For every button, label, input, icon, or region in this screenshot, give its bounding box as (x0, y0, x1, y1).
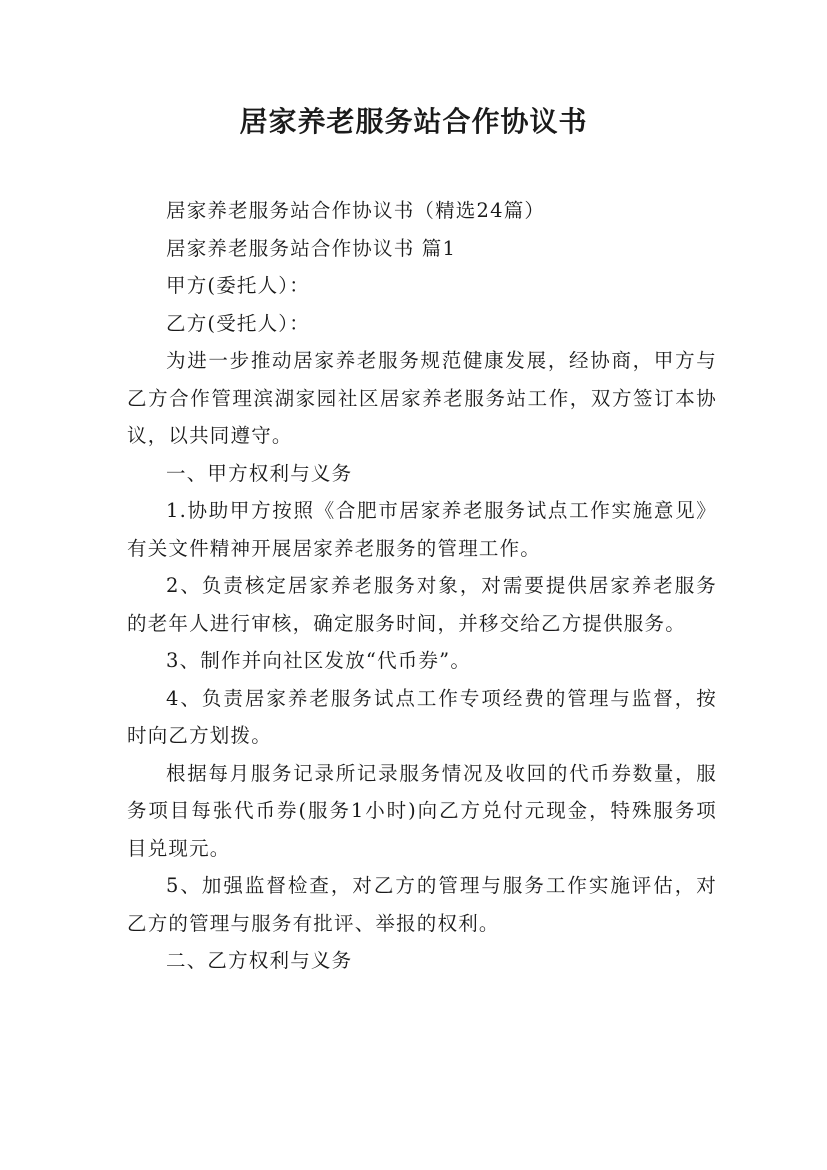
paragraph-section-heading: 居家养老服务站合作协议书 篇1 (166, 236, 457, 260)
document-title: 居家养老服务站合作协议书 (239, 105, 588, 138)
paragraph-item-1: 1.协助甲方按照《合肥市居家养老服务试点工作实施意见》有关文件精神开展居家养老服务的管理工作。 (127, 499, 717, 560)
paragraph-heading-party-a-rights: 一、甲方权利与义务 (166, 461, 353, 485)
paragraph-party-a: 甲方(委托人）： (166, 274, 310, 297)
paragraph-item-5: 5、加强监督检查，对乙方的管理与服务工作实施评估，对乙方的管理与服务有批评、举报的权利。 (127, 874, 717, 935)
document-body (127, 192, 717, 980)
paragraph-item-4: 4、负责居家养老服务试点工作专项经费的管理与监督，按时向乙方划拨。 (127, 686, 717, 747)
paragraph-heading-party-b-rights: 二、乙方权利与义务 (166, 949, 353, 972)
paragraph-item-3: 3、制作并向社区发放“代币券”。 (166, 649, 472, 672)
paragraph-preamble: 为进一步推动居家养老服务规范健康发展，经协商，甲方与乙方合作管理滨湖家园社区居家养老服务站工作，双方签订本协议，以共同遵守。 (127, 349, 717, 447)
paragraph-collection-title: 居家养老服务站合作协议书（精选24篇） (166, 199, 546, 222)
paragraph-voucher-settlement: 根据每月服务记录所记录服务情况及收回的代币券数量，服务项目每张代币券(服务1小时)向乙方兑付元现金，特殊服务项目兑现元。 (127, 761, 717, 860)
paragraph-item-2: 2、负责核定居家养老服务对象，对需要提供居家养老服务的老年人进行审核，确定服务时间，并移交给乙方提供服务。 (127, 574, 717, 635)
paragraph-party-b: 乙方(受托人）： (166, 311, 310, 335)
